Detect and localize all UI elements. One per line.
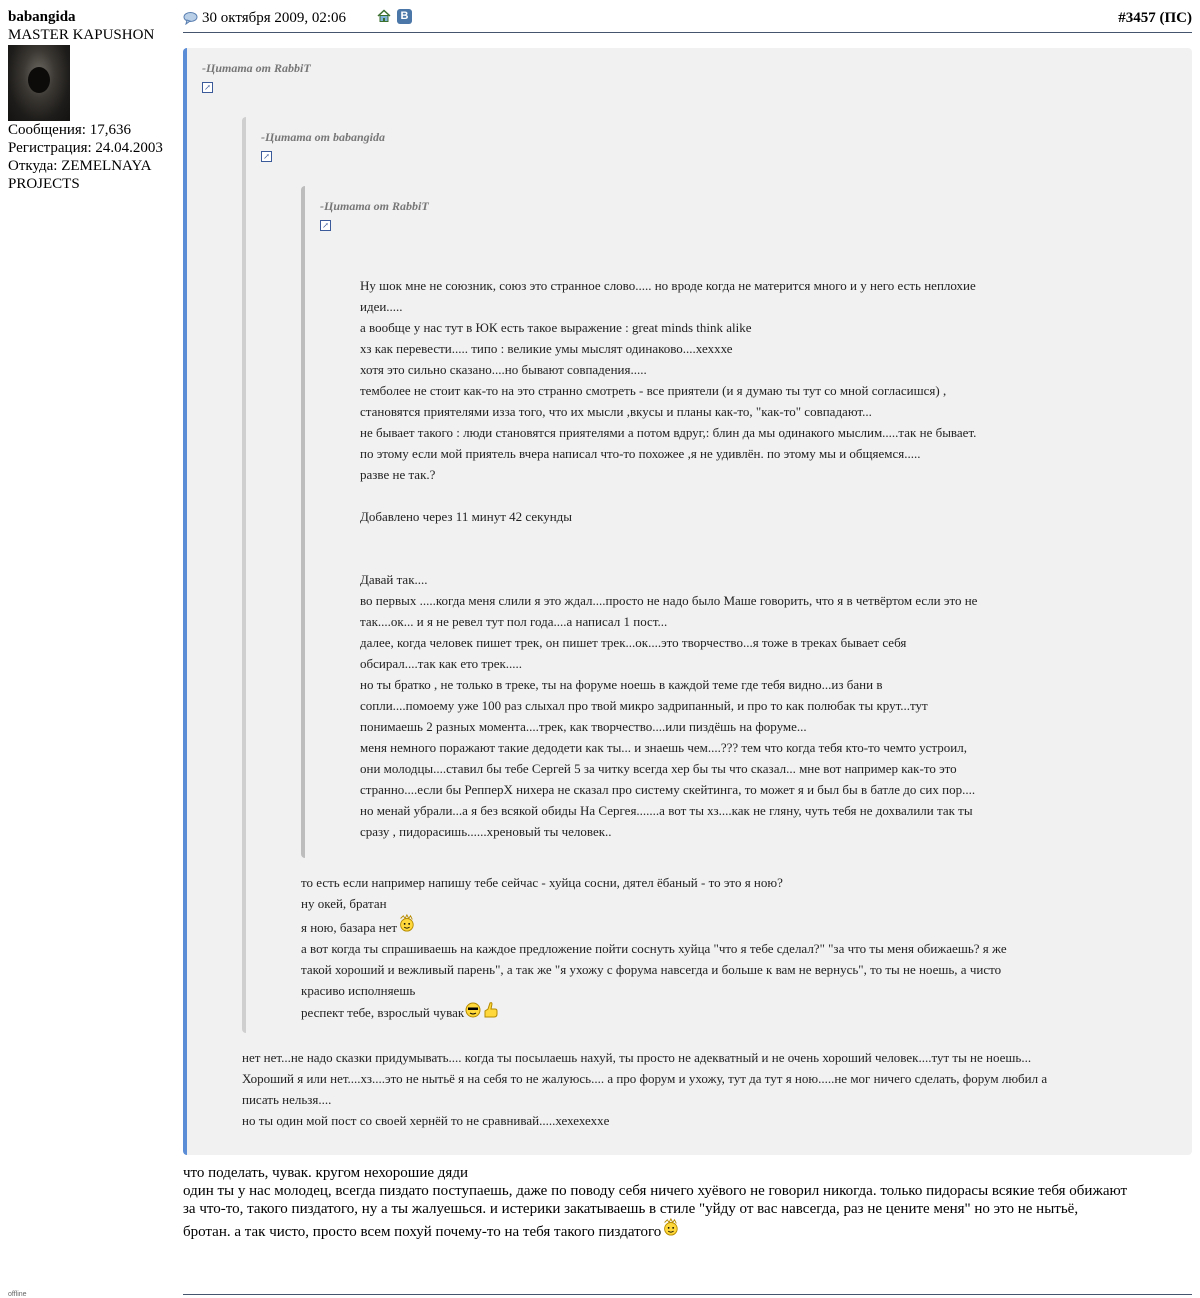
text-line: разве не так.? [360,467,436,482]
home-icon[interactable] [377,9,391,23]
quote-title: -Цитата от RabbiT [320,199,429,213]
quote-level-3 [301,186,1140,858]
user-info [8,8,178,193]
user-posts-count: Сообщения: 17,636 [8,122,131,138]
blank-line [360,527,1040,548]
text-line: Ну шок мне не союзник, союз это странное слово..... но вроде когда не матерится много и у него есть неплохие [360,278,976,293]
user-registration: Регистрация: 24.04.2003 [8,140,163,156]
text-line: писать нельзя.... [242,1092,332,1107]
text-line: далее, когда человек пишет трек, он пишет трек...ок....это творчество...я тоже в треках бывает себя [360,635,907,650]
quote-link-icon[interactable]: ↗ [202,82,213,93]
text-line: но ты братко , не только в треке, ты на форуме ноешь в каждой теме где тебя видно...из бани в [360,677,883,692]
smiley-icon [482,1001,500,1019]
quote-link-icon[interactable]: ↗ [320,220,331,231]
user-location: Откуда: ZEMELNAYA PROJECTS [8,158,152,192]
speech-bubble-icon [183,11,198,25]
text-line: идеи..... [360,299,403,314]
text-line: а вообще у нас тут в ЮК есть такое выражение : great minds think alike [360,320,752,335]
smiley-icon [397,914,415,932]
text-line: темболее не стоит как-то на это странно смотреть - все приятели (и я думаю ты тут со мной согласишся) , [360,383,947,398]
quote-reply-text: то есть если например напишу тебе сейчас - хуйца сосни, дятел ёбаный - то это я ною? ну окей, братан я ною, базара нет а вот когда ты спрашиваешь на каждое предложение пойти соснуть хуйца "что я тебе сделал?" "за что ты меня обижаешь? я же такой хороший и вежливый парень", а так же "я ухожу с форума навсегда и больше к вам не вернусь", то ты не ноешь, а чисто красиво исполняешь респект тебе, взрослый чувак [301,875,1007,1020]
vk-icon[interactable]: В [397,9,412,24]
text-line: странно....если бы РепперХ нихера не сказал про систему скейтинга, то может я и был бы в батле до сих пор.... [360,782,976,797]
quote-reply-text [242,1047,1122,1131]
quote-title: -Цитата от RabbiT [202,61,311,75]
pm-link[interactable]: ПС [1164,10,1187,26]
text-line: Добавлено через 11 минут 42 секунды [360,509,573,524]
blank-line [360,548,1040,569]
post-date: 30 октября 2009, 02:06 [202,10,347,26]
text-line: но менай убрали...а я без всякой обиды На Сергея.......а вот ты хз....как не гляну, чуть тебя не дохвалили так ты [360,803,973,818]
text-line: не бывает такого : люди становятся приятелями а потом вдруг,: блин да мы одинакого мыслим.....так не бывает. [360,425,977,440]
smiley-icon [464,1001,482,1019]
text-line: они молодцы....ставил бы тебе Сергей 5 за читку всегда хер бы ты что сказал... мне вот например как-то это [360,761,957,776]
post-divider [183,1294,1192,1295]
post-number: #3457 (ПС) [1118,10,1192,26]
text-line: обсирал....так как ето трек..... [360,656,523,671]
smiley-icon [661,1218,679,1236]
quote-link-icon[interactable]: ↗ [261,151,272,162]
text-line: Хороший я или нет....хз....это не нытьё я на себя то не жалуюсь.... а про форум и ухожу, тут да тут я ною.....не мог ничего сделать, форум любил а [242,1071,1048,1086]
username[interactable]: babangida [8,9,76,25]
blank-line [360,485,1040,506]
text-line: сразу , пидорасишь......хреновый ты человек.. [360,824,612,839]
user-status: offline [8,1291,27,1298]
post-body: что поделать, чувак. кругом нехорошие дяди один ты у нас молодец, всегда пиздато поступаешь, даже по поводу себя ничего хуёвого не говорил никогда. только пидорасы всякие тебя обижают за что-то, такого пиздатого, ну а ты жалуешься. и истерики закатываешь в стиле "уйду от вас навсегда, раз не цените меня" но это не нытьё, бротан. а так чисто, просто всем похуй почему-то на тебя такого пиздатого [183,1165,1128,1240]
text-line: становятся приятелями изза того, что их мысли ,вкусы и планы как-то, "как-то" совпадают... [360,404,872,419]
avatar [8,45,70,121]
post [183,8,1192,1241]
text-line: хотя это сильно сказано....но бывают совпадения..... [360,362,647,377]
text-line: нет нет...не надо сказки придумывать.... когда ты посылаешь нахуй, ты просто не адекватный и не очень хороший человек....тут ты не ноешь... [242,1050,1032,1065]
text-line: хз как перевести..... типо : великие умы мыслят одинаково....хехххе [360,341,733,356]
quote-title: -Цитата от babangida [261,130,386,144]
text-line: Давай так.... [360,572,428,587]
text-line: так....ок... и я не ревел тут пол года....а написал 1 пост... [360,614,668,629]
post-header [183,8,1192,33]
text-line: меня немного поражают такие дедодети как ты... и знаешь чем....??? тем что когда тебя кто-то чемто устроил, [360,740,967,755]
quote-level-1 [183,48,1192,1155]
text-line: по этому если мой приятель вчера написал что-то похожее ,я не удивлён. по этому мы и общяемся..... [360,446,921,461]
text-line: во первых .....когда меня слили я это ждал....просто не надо было Маше говорить, что я в четвёртом если это не [360,593,978,608]
quote-level-2 [242,117,1137,1033]
text-line: понимаешь 2 разных момента....трек, как творчество....или пиздёшь на форуме... [360,719,807,734]
post-number-link[interactable]: #3457 [1118,10,1156,26]
text-line: сопли....помоему уже 100 раз слыхал про твой микро задрипанный, и про то как полюбак ты крут...тут [360,698,928,713]
text-line: но ты один мой пост со своей хернёй то не сравнивай.....хехехехxе [242,1113,610,1128]
quote-text [360,275,1040,842]
user-rank: MASTER KAPUSHON [8,27,155,43]
